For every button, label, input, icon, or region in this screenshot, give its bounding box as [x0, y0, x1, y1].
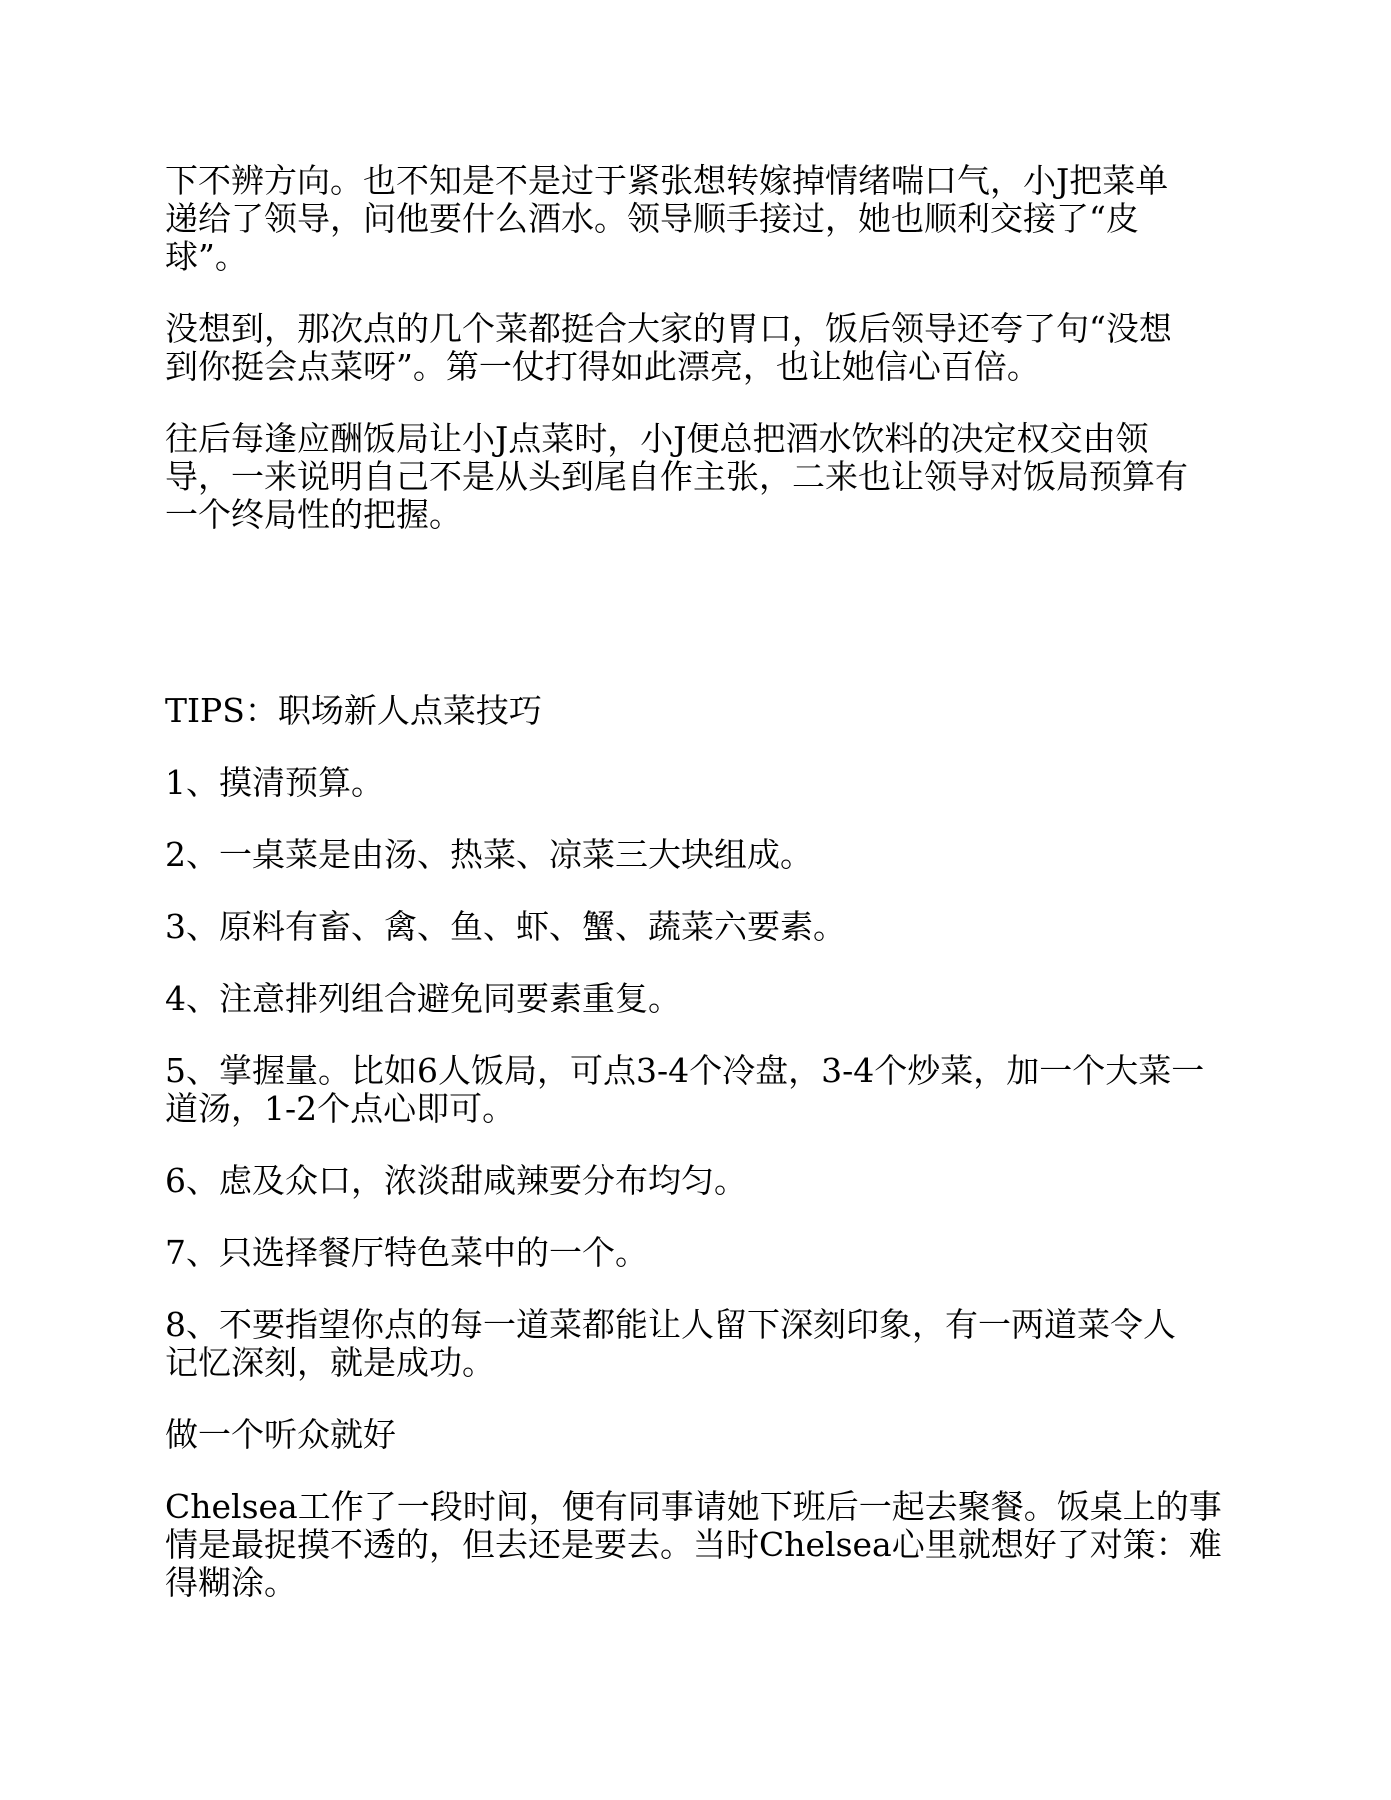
paragraph-handover-menu: 下不辨方向。也不知是不是过于紧张想转嫁掉情绪喘口气，小J把菜单 递给了领导，问他要什么酒水。领导顺手接过，她也顺利交接了“皮 球”。 — [165, 161, 1169, 276]
paragraph-chelsea: Chelsea工作了一段时间，便有同事请她下班后一起去聚餐。饭桌上的事 情是最捉摸不透的，但去还是要去。当时Chelsea心里就想好了对策：难 得糊涂。 — [165, 1487, 1222, 1602]
tip-item-7: 7、只选择餐厅特色菜中的一个。 — [165, 1233, 648, 1272]
tips-heading: TIPS：职场新人点菜技巧 — [165, 691, 542, 730]
tip-item-3: 3、原料有畜、禽、鱼、虾、蟹、蔬菜六要素。 — [165, 907, 846, 946]
tip-item-1: 1、摸清预算。 — [165, 763, 384, 802]
tip-item-5: 5、掌握量。比如6人饭局，可点3-4个冷盘，3-4个炒菜，加一个大菜一 道汤，1-2个点心即可。 — [165, 1051, 1205, 1128]
paragraph-praise: 没想到，那次点的几个菜都挺合大家的胃口，饭后领导还夸了句“没想 到你挺会点菜呀”。第一仗打得如此漂亮，也让她信心百倍。 — [165, 309, 1172, 386]
section-heading-listener: 做一个听众就好 — [165, 1415, 396, 1454]
tip-item-4: 4、注意排列组合避免同要素重复。 — [165, 979, 681, 1018]
tip-item-2: 2、一桌菜是由汤、热菜、凉菜三大块组成。 — [165, 835, 813, 874]
paragraph-drinks-decision: 往后每逢应酬饭局让小J点菜时，小J便总把酒水饮料的决定权交由领 导，一来说明自己不是从头到尾自作主张，二来也让领导对饭局预算有 一个终局性的把握。 — [165, 419, 1188, 534]
tip-item-6: 6、虑及众口，浓淡甜咸辣要分布均匀。 — [165, 1161, 747, 1200]
tip-item-8: 8、不要指望你点的每一道菜都能让人留下深刻印象，有一两道菜令人 记忆深刻，就是成功。 — [165, 1305, 1176, 1382]
